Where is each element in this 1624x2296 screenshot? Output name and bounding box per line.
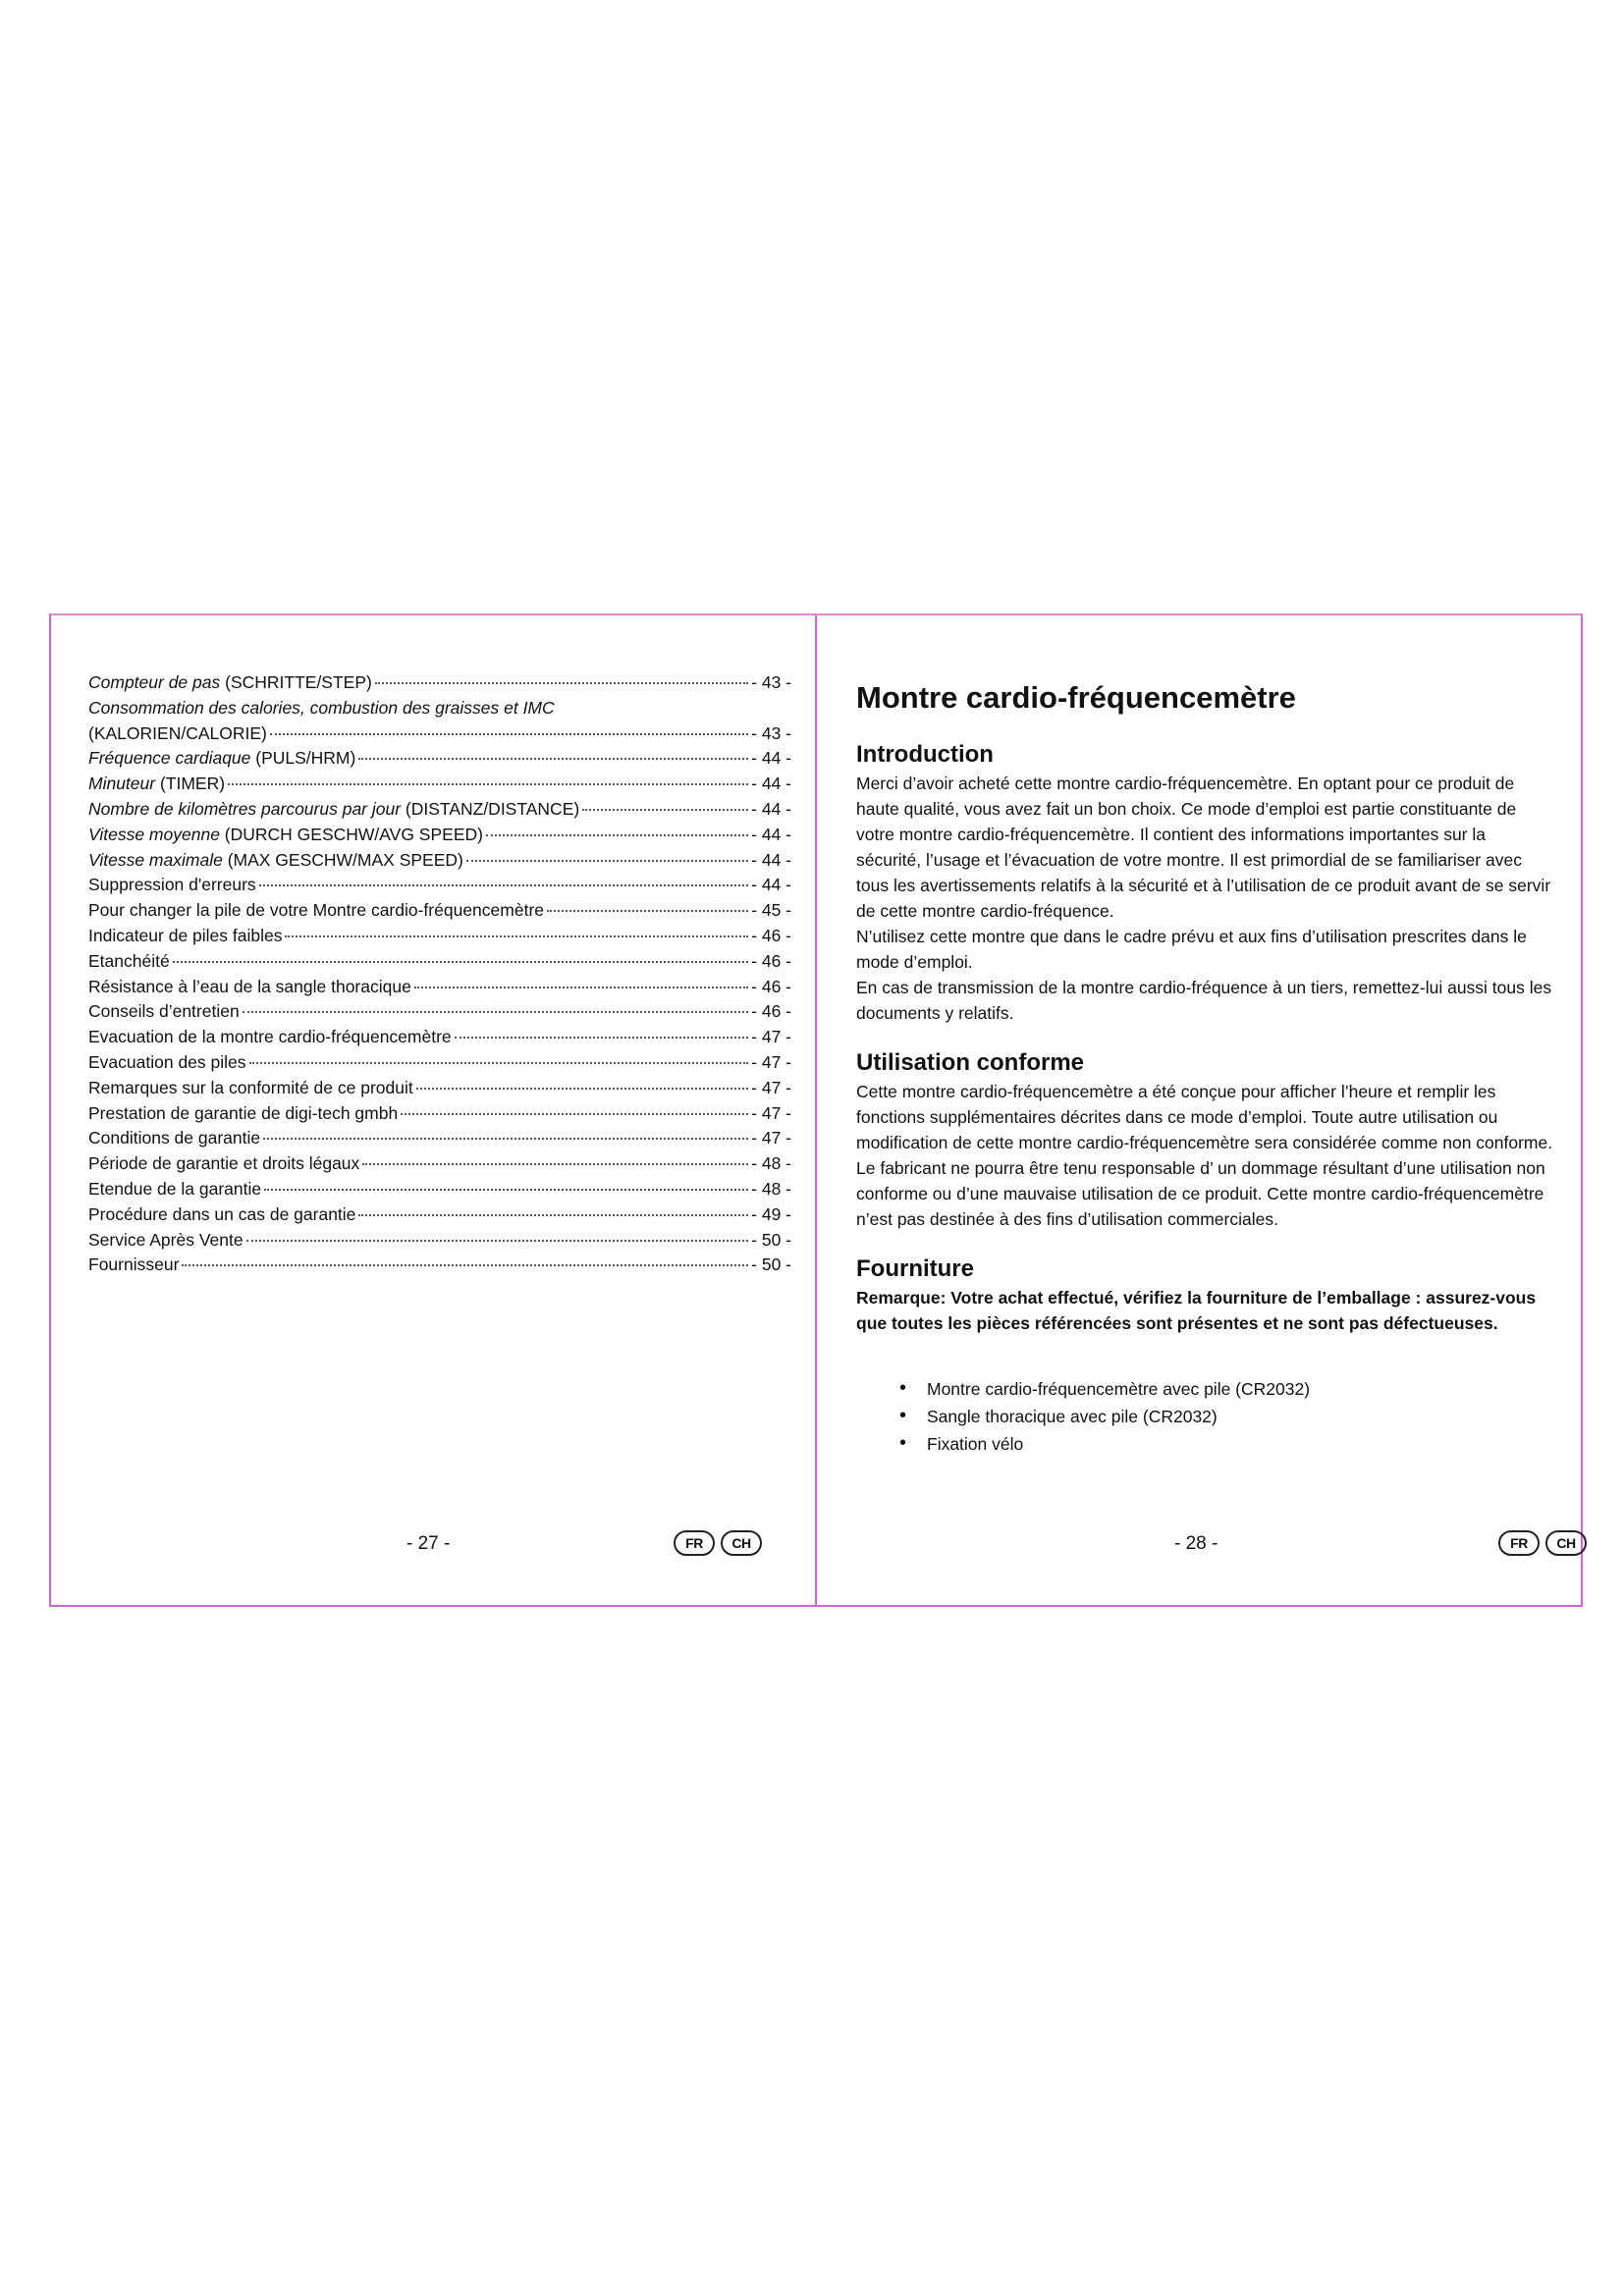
toc-page-number: - 44 - <box>751 824 791 844</box>
list-item-label: Sangle thoracique avec pile (CR2032) <box>927 1407 1218 1426</box>
toc-title <box>88 823 483 848</box>
toc-dot-leader <box>246 1226 749 1242</box>
toc-title-text: (TIMER) <box>155 774 226 794</box>
right-page <box>817 615 1583 1605</box>
toc-title-text: (DURCH GESCHW/AVG SPEED) <box>219 824 483 844</box>
toc-row <box>88 797 791 823</box>
toc-page-number: - 45 - <box>751 900 791 921</box>
toc-row <box>88 721 791 747</box>
toc-title-text: (DISTANZ/DISTANCE) <box>401 798 580 819</box>
toc-entry <box>88 746 791 772</box>
toc-entry <box>88 797 791 823</box>
toc-row <box>88 1151 791 1177</box>
toc-page-number: - 44 - <box>751 748 791 769</box>
toc-page-number: - 44 - <box>751 774 791 794</box>
list-item-label: Montre cardio-fréquencemètre avec pile (CR2032) <box>927 1379 1311 1399</box>
toc-page-number: - 46 - <box>751 950 791 971</box>
toc-title <box>88 848 463 874</box>
toc-entry <box>88 1101 791 1127</box>
toc-row <box>88 949 791 975</box>
toc-title <box>88 1202 355 1228</box>
toc-title-text: Pour changer la pile de votre Montre cardio-fréquencemètre <box>88 900 544 921</box>
toc-page-number: - 47 - <box>751 1128 791 1148</box>
toc-entry <box>88 898 791 924</box>
toc-page-number: - 50 - <box>751 1229 791 1250</box>
language-flags <box>674 1530 762 1556</box>
page-number: - 28 - <box>1174 1533 1218 1554</box>
toc-title <box>88 696 555 721</box>
toc-entry <box>88 975 791 1000</box>
toc-page-number: - 44 - <box>751 875 791 895</box>
toc-entry <box>88 696 791 721</box>
table-of-contents <box>88 670 791 1278</box>
section-introduction <box>856 741 1553 1026</box>
toc-title-text: (PULS/HRM) <box>250 748 356 769</box>
toc-page-number: - 46 - <box>751 976 791 996</box>
toc-dot-leader <box>416 1074 748 1090</box>
toc-title-text: Remarques sur la conformité de ce produit <box>88 1077 413 1097</box>
toc-row <box>88 696 791 721</box>
toc-entry <box>88 1228 791 1254</box>
toc-row <box>88 999 791 1025</box>
toc-title-text: (SCHRITTE/STEP) <box>220 672 372 692</box>
toc-entry <box>88 1025 791 1050</box>
toc-title <box>88 1151 359 1177</box>
language-badge-fr: FR <box>1498 1530 1540 1556</box>
toc-title <box>88 1228 244 1254</box>
toc-dot-leader <box>270 720 748 735</box>
toc-dot-leader <box>243 997 748 1013</box>
toc-title-text: Résistance à l’eau de la sangle thoracique <box>88 976 411 996</box>
toc-page-number: - 50 - <box>751 1255 791 1275</box>
toc-title-text: Fournisseur <box>88 1255 180 1275</box>
toc-title-emphasis: Minuteur <box>88 774 156 794</box>
toc-title-emphasis: Consommation des calories, combustion des graisses et IMC <box>88 697 555 718</box>
toc-dot-leader <box>547 896 748 912</box>
toc-title <box>88 924 282 949</box>
toc-entry <box>88 1202 791 1228</box>
toc-entry <box>88 1253 791 1278</box>
toc-page-number: - 48 - <box>751 1153 791 1174</box>
toc-title-text: Service Après Vente <box>88 1229 244 1250</box>
booklet-spread <box>49 614 1583 1607</box>
toc-page-number: - 43 - <box>751 672 791 692</box>
toc-title-text: (KALORIEN/CALORIE) <box>88 722 267 743</box>
toc-entry <box>88 999 791 1025</box>
toc-title-text: (MAX GESCHW/MAX SPEED) <box>222 849 463 870</box>
toc-dot-leader <box>582 795 748 811</box>
toc-title-text: Evacuation des piles <box>88 1051 246 1072</box>
toc-dot-leader <box>358 744 748 760</box>
toc-page-number: - 43 - <box>751 722 791 743</box>
toc-page-number: - 44 - <box>751 849 791 870</box>
toc-title-emphasis: Fréquence cardiaque <box>88 748 251 769</box>
toc-title <box>88 721 267 747</box>
toc-entry <box>88 823 791 848</box>
note-paragraph: Remarque: Votre achat effectué, vérifiez la fourniture de l’emballage : assurez-vous que toutes les pièces référencées sont présentes et ne sont pas défectueuses. <box>856 1288 1537 1333</box>
toc-title-text: Etendue de la garantie <box>88 1178 262 1199</box>
toc-title-text: Evacuation de la montre cardio-fréquencemètre <box>88 1027 452 1047</box>
toc-title <box>88 975 411 1000</box>
toc-entry <box>88 1076 791 1101</box>
toc-dot-leader <box>263 1124 748 1140</box>
toc-title-text: Conditions de garantie <box>88 1128 261 1148</box>
toc-row <box>88 1126 791 1151</box>
paragraph: En cas de transmission de la montre cardio-fréquence à un tiers, remettez-lui aussi tous les documents y relatifs. <box>856 978 1552 1023</box>
bullet-icon: • <box>899 1405 907 1426</box>
toc-title-text: Prestation de garantie de digi-tech gmbh <box>88 1102 399 1123</box>
toc-row <box>88 1253 791 1278</box>
toc-title <box>88 1101 398 1127</box>
toc-page-number: - 46 - <box>751 925 791 945</box>
toc-row <box>88 1050 791 1076</box>
toc-dot-leader <box>264 1175 748 1191</box>
toc-entry <box>88 1050 791 1076</box>
toc-title <box>88 797 579 823</box>
toc-title-emphasis: Vitesse maximale <box>88 849 223 870</box>
toc-title <box>88 772 225 797</box>
toc-title-text: Etanchéité <box>88 950 170 971</box>
toc-row <box>88 1076 791 1101</box>
toc-row <box>88 772 791 797</box>
toc-title <box>88 746 355 772</box>
toc-title <box>88 1025 452 1050</box>
toc-entry <box>88 1177 791 1202</box>
toc-entry <box>88 924 791 949</box>
toc-row <box>88 1025 791 1050</box>
toc-title <box>88 949 170 975</box>
toc-entry <box>88 848 791 874</box>
supply-list <box>856 1375 1553 1458</box>
toc-row <box>88 1228 791 1254</box>
toc-dot-leader <box>486 821 748 836</box>
paragraph: N’utilisez cette montre que dans le cadre prévu et aux fins d’utilisation prescrites dans le mode d’emploi. <box>856 927 1527 972</box>
toc-title-emphasis: Nombre de kilomètres parcourus par jour <box>88 798 402 819</box>
bullet-icon: • <box>899 1377 907 1399</box>
toc-row <box>88 1202 791 1228</box>
toc-dot-leader <box>455 1023 748 1039</box>
toc-page-number: - 48 - <box>751 1178 791 1199</box>
toc-entry <box>88 772 791 797</box>
toc-row <box>88 848 791 874</box>
toc-title <box>88 1126 260 1151</box>
toc-entry <box>88 1151 791 1177</box>
toc-page-number: - 44 - <box>751 798 791 819</box>
toc-title <box>88 670 372 696</box>
toc-entry <box>88 670 791 696</box>
toc-title-emphasis: Vitesse moyenne <box>88 824 220 844</box>
toc-dot-leader <box>401 1099 748 1115</box>
toc-entry <box>88 1126 791 1151</box>
toc-row <box>88 1177 791 1202</box>
toc-row <box>88 873 791 898</box>
toc-title <box>88 873 256 898</box>
toc-row <box>88 1101 791 1127</box>
toc-title-text: Suppression d'erreurs <box>88 875 256 895</box>
page-content <box>856 670 1553 1481</box>
toc-dot-leader <box>182 1251 748 1266</box>
list-item <box>899 1430 1553 1458</box>
list-item-label: Fixation vélo <box>927 1434 1024 1454</box>
toc-dot-leader <box>362 1149 748 1165</box>
page-title: Montre cardio-fréquencemètre <box>856 680 1296 715</box>
toc-dot-leader <box>173 947 748 963</box>
toc-row <box>88 746 791 772</box>
toc-title <box>88 898 544 924</box>
toc-entry <box>88 721 791 747</box>
toc-page-number: - 49 - <box>751 1203 791 1224</box>
toc-row <box>88 975 791 1000</box>
section-heading: Fourniture <box>856 1255 974 1282</box>
toc-title <box>88 1076 413 1101</box>
toc-title-text: Indicateur de piles faibles <box>88 925 283 945</box>
page-number: - 27 - <box>406 1533 451 1554</box>
bullet-icon: • <box>899 1432 907 1454</box>
toc-row <box>88 670 791 696</box>
toc-page-number: - 47 - <box>751 1077 791 1097</box>
toc-dot-leader <box>285 922 748 937</box>
toc-title-text: Procédure dans un cas de garantie <box>88 1203 356 1224</box>
section-fourniture <box>856 1255 1553 1458</box>
toc-page-number: - 46 - <box>751 1001 791 1022</box>
toc-dot-leader <box>259 871 748 886</box>
list-item <box>899 1375 1553 1403</box>
toc-dot-leader <box>358 1201 748 1216</box>
toc-title <box>88 1177 261 1202</box>
toc-dot-leader <box>466 846 748 862</box>
language-badge-fr: FR <box>674 1530 715 1556</box>
toc-row <box>88 924 791 949</box>
toc-dot-leader <box>414 973 748 988</box>
paragraph: Merci d’avoir acheté cette montre cardio-fréquencemètre. En optant pour ce produit de haute qualité, vous avez fait un bon choix. Ce mode d’emploi est partie constituante de votre montre cardio-fréquencemètre. Il contient des informations importantes sur la sécurité, l’usage et l’évacuation de votre montre. Il est primordial de se familiariser avec tous les avertissements relatifs à la sécurité et à l’utilisation de ce produit avant de se servir de cette montre cardio-fréquence. <box>856 774 1551 921</box>
toc-entry <box>88 873 791 898</box>
toc-dot-leader <box>228 770 748 785</box>
toc-row <box>88 823 791 848</box>
section-heading: Utilisation conforme <box>856 1049 1085 1076</box>
list-item <box>899 1403 1553 1430</box>
language-flags <box>1498 1530 1587 1556</box>
section-heading: Introduction <box>856 741 994 768</box>
toc-title <box>88 1253 179 1278</box>
toc-dot-leader <box>375 668 748 684</box>
language-badge-ch: CH <box>721 1530 762 1556</box>
toc-row <box>88 898 791 924</box>
toc-dot-leader <box>249 1048 749 1064</box>
toc-title-text: Période de garantie et droits légaux <box>88 1153 360 1174</box>
paragraph: Cette montre cardio-fréquencemètre a été conçue pour afficher l’heure et remplir les fonctions supplémentaires décrites dans ce mode d’emploi. Toute autre utilisation ou modification de cette montre cardio-fréquencemètre sera considérée comme non conforme. Le fabricant ne pourra être tenu responsable d’ un dommage résultant d’une utilisation non conforme ou d’une mauvaise utilisation de ce produit. Cette montre cardio-fréquencemètre n’est pas destinée à des fins d’utilisation commerciales. <box>856 1082 1553 1229</box>
section-utilisation-conforme <box>856 1049 1553 1232</box>
toc-title-text: Conseils d’entretien <box>88 1001 240 1022</box>
language-badge-ch: CH <box>1545 1530 1587 1556</box>
toc-title <box>88 999 240 1025</box>
toc-entry <box>88 949 791 975</box>
toc-title-emphasis: Compteur de pas <box>88 672 221 692</box>
toc-page-number: - 47 - <box>751 1027 791 1047</box>
left-page <box>51 615 815 1605</box>
toc-title <box>88 1050 246 1076</box>
toc-page-number: - 47 - <box>751 1102 791 1123</box>
toc-page-number: - 47 - <box>751 1051 791 1072</box>
